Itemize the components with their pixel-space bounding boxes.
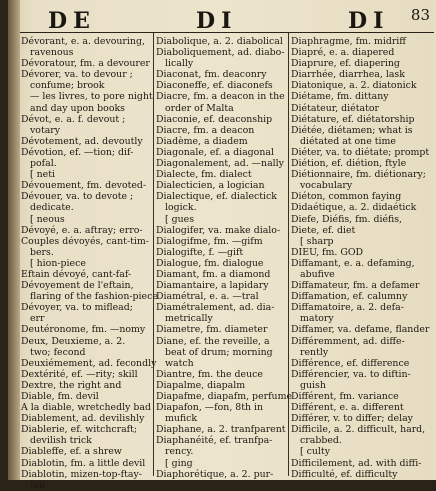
entry-line: Dévorant, e. a. devouring,	[21, 36, 145, 47]
entry-line: Diétionnaire, fm. diétionary;	[291, 169, 426, 181]
entry-line: Diaprure, ef. diapering	[291, 58, 400, 70]
entry-line: Diaconeffe, ef. diaconefs	[156, 80, 273, 92]
entry-line: Diapafme, diapafm, perfume	[156, 391, 293, 402]
entry-line: ravenous	[30, 47, 74, 59]
entry-line: bers.	[30, 246, 54, 258]
entry-line: Différence, ef. difference	[291, 357, 410, 369]
entry-line: pofal.	[30, 158, 57, 170]
entry-line: logick.	[165, 202, 197, 214]
dictionary-page	[8, 0, 436, 491]
entry-line: and day upon books	[30, 102, 125, 114]
entry-line: Diffamation, ef. calumny	[291, 291, 408, 303]
entry-line: Diéter, va. to diétate; prompt	[291, 146, 430, 158]
entry-line: A la diable, wretchedly bad	[21, 402, 151, 414]
entry-line: Deutéronome, fm. —nomy	[21, 324, 146, 336]
entry-line: [ culty	[300, 446, 330, 458]
entry-line: Dévorer, va. to devour ;	[21, 69, 133, 81]
entry-line: Dialogifme, fm. —gifm	[156, 235, 263, 247]
entry-line: DIEU, fm. GOD	[291, 246, 364, 258]
entry-line: err	[30, 313, 45, 325]
entry-line: Dévouer, va. to devote ;	[21, 191, 134, 203]
entry-line: fail	[30, 479, 46, 491]
entry-line: Diaconie, ef. deaconship	[156, 113, 273, 125]
entry-line: Diamant, fm. a diamond	[156, 268, 271, 280]
entry-line: Dialecte, fm. dialect	[156, 169, 252, 181]
entry-line: lically	[165, 58, 194, 70]
entry-line: Diétateur, diétator	[291, 102, 379, 114]
entry-line: Diffamateur, fm. a defamer	[291, 280, 420, 292]
column-divider	[153, 33, 154, 476]
entry-line: Diete, ef. diet	[291, 224, 356, 236]
entry-line: Diablerie, ef. witchcraft;	[21, 424, 138, 436]
entry-line: Dévoyer, va. to miflead;	[21, 302, 133, 314]
entry-line: rently	[300, 346, 329, 358]
entry-line: Dévouement, fm. devoted-	[21, 180, 147, 192]
entry-line: Diefe, Diéfis, fm. diéfis,	[291, 213, 403, 225]
entry-line: [ hion-piece	[30, 257, 86, 269]
entry-column-left	[21, 36, 158, 491]
entry-line: devilish trick	[30, 435, 92, 447]
entry-line: Diétée, diétamen; what is	[291, 124, 413, 136]
entry-line: Diaboliquement, ad. diabo-	[156, 47, 285, 59]
entry-line: Dévoratour, fm. a devourer	[21, 58, 150, 70]
entry-line: Diffamatoire, a. 2. defa-	[291, 302, 404, 314]
entry-line: flaring of the fashion-piece	[30, 291, 158, 303]
entry-line: Diétion, ef. diétion, ftyle	[291, 158, 407, 170]
header-center-guideword: DI	[196, 8, 238, 34]
entry-line: Diétame, fm. dittany	[291, 91, 389, 103]
entry-line: vocabulary	[300, 180, 353, 192]
entry-line: Diarrhée, diarrhea, lask	[291, 69, 405, 81]
entry-line: Diaphragme, fm. midriff	[291, 36, 406, 47]
entry-line: Deuxiémement, ad. fecondly	[21, 357, 157, 369]
entry-line: Diablotin, fm. a little devil	[21, 457, 146, 469]
entry-line: Diamantaire, a lapidary	[156, 280, 269, 292]
entry-line: Diétature, ef. diétatorship	[291, 113, 415, 125]
entry-line: diétated at one time	[300, 135, 396, 147]
header-left-guideword: DE	[48, 8, 96, 34]
entry-line: Diableffe, ef. a shrew	[21, 446, 122, 458]
entry-line: Diffamant, e. a. defaming,	[291, 257, 415, 269]
entry-line: abufive	[300, 268, 335, 280]
entry-line: Dévotement, ad. devoutly	[21, 135, 143, 147]
entry-line: [ neti	[30, 169, 55, 181]
entry-line: Dialectique, ef. dialectick	[156, 191, 277, 203]
entry-line: [ sharp	[300, 235, 334, 247]
entry-line: Dextre, the right and	[21, 379, 122, 391]
entry-line: Diaphanéité, ef. tranfpa-	[156, 435, 273, 447]
entry-line: Diffamer, va. defame, flander	[291, 324, 430, 336]
entry-line: Différer, v. to differ; delay	[291, 413, 413, 425]
entry-line: guish	[300, 379, 326, 391]
entry-line: Difficilement, ad. with diffi-	[291, 457, 422, 469]
book-gutter	[8, 0, 20, 480]
entry-line: Différencier, va. to diftin-	[291, 368, 411, 380]
entry-line: [ gues	[165, 213, 195, 225]
entry-line: Dialogue, fm. dialogue	[156, 257, 264, 269]
entry-line: mufick	[165, 413, 198, 425]
entry-line: watch	[165, 357, 194, 369]
entry-line: Diagonale, ef. a diagonal	[156, 146, 274, 158]
entry-line: Différent, e. a. different	[291, 402, 404, 414]
entry-line: Diametre, fm. diameter	[156, 324, 268, 336]
entry-column-middle	[156, 36, 293, 480]
header-right-guideword: DI	[348, 8, 390, 34]
entry-line: Diagonalement, ad. —nally	[156, 158, 284, 170]
entry-line: rency.	[165, 446, 194, 458]
entry-line: Diane, ef. the reveille, a	[156, 335, 270, 347]
entry-line: [ neous	[30, 213, 65, 225]
entry-line: Diacre, fm. a deacon in the	[156, 91, 285, 103]
entry-line: Diapafon, —fon, 8th in	[156, 402, 264, 414]
entry-line: Diable, fm. devil	[21, 391, 99, 402]
entry-line: Dextérité, ef. —rity; skill	[21, 368, 138, 380]
entry-line: Diéton, common faying	[291, 191, 402, 203]
entry-line: Diaphane, a. 2. tranfparent	[156, 424, 286, 436]
entry-line: Diablotin, mizen-top-ftay-	[21, 468, 142, 480]
entry-line: Couples dévoyés, cant-tim-	[21, 235, 149, 247]
entry-line: Diamétral, e. a. —tral	[156, 291, 259, 303]
entry-line: Dialogifer, va. make dialo-	[156, 224, 281, 236]
entry-line: Deux, Deuxieme, a. 2.	[21, 335, 126, 347]
entry-line: Diamétralement, ad. dia-	[156, 302, 275, 314]
entry-line: crabbed.	[300, 435, 342, 447]
entry-line: votary	[30, 124, 61, 136]
entry-line: Difficile, a. 2. difficult, hard,	[291, 424, 426, 436]
page-number: 83	[410, 6, 430, 24]
entry-line: — les livres, to pore night	[30, 91, 153, 103]
entry-line: Dévoyement de l'eftain,	[21, 280, 134, 292]
entry-line: Différent, fm. variance	[291, 391, 399, 402]
entry-line: matory	[300, 313, 334, 325]
header-rule	[20, 32, 434, 33]
entry-line: Diatonique, a. 2. diatonick	[291, 80, 417, 92]
entry-line: Difficulté, ef. difficulty	[291, 468, 398, 480]
entry-line: Diaconat, fm. deaconry	[156, 69, 267, 81]
entry-line: Diaphorétique, a. 2. pur-	[156, 468, 274, 480]
entry-line: Eftain dévoyé, cant-faf-	[21, 268, 132, 280]
entry-line: Diabolique, a. 2. diabolical	[156, 36, 283, 47]
entry-line: Diantre, fm. the deuce	[156, 368, 263, 380]
entry-line: beat of drum; morning	[165, 346, 273, 358]
entry-line: Dialecticien, a logician	[156, 180, 265, 192]
entry-line: confume; brook	[30, 80, 105, 92]
entry-line: metrically	[165, 313, 213, 325]
entry-line: Diacre, fm. a deacon	[156, 124, 255, 136]
entry-line: Diapalme, diapalm	[156, 379, 246, 391]
entry-line: Diadème, a diadem	[156, 135, 248, 147]
entry-line: Dévotion, ef. —tion; dif-	[21, 146, 134, 158]
entry-line: Dévot, e. a. f. devout ;	[21, 113, 126, 125]
entry-line: [ ging	[165, 457, 193, 469]
entry-line: dedicate.	[30, 202, 74, 214]
entry-column-right	[291, 36, 434, 480]
entry-line: Didaétique, a. 2. didaétick	[291, 202, 417, 214]
page-header	[8, 4, 436, 32]
column-divider	[288, 33, 289, 476]
entry-line: Dévoyé, e. a. aftray; erro-	[21, 224, 143, 236]
entry-line: Dialogifte, f. —gift	[156, 246, 244, 258]
entry-line: Diablement, ad. devilishly	[21, 413, 145, 425]
entry-line: two; fecond	[30, 346, 86, 358]
entry-line: Différemment, ad. diffe-	[291, 335, 405, 347]
entry-line: Diapré, e. a. diapered	[291, 47, 395, 59]
entry-line: order of Malta	[165, 102, 234, 114]
